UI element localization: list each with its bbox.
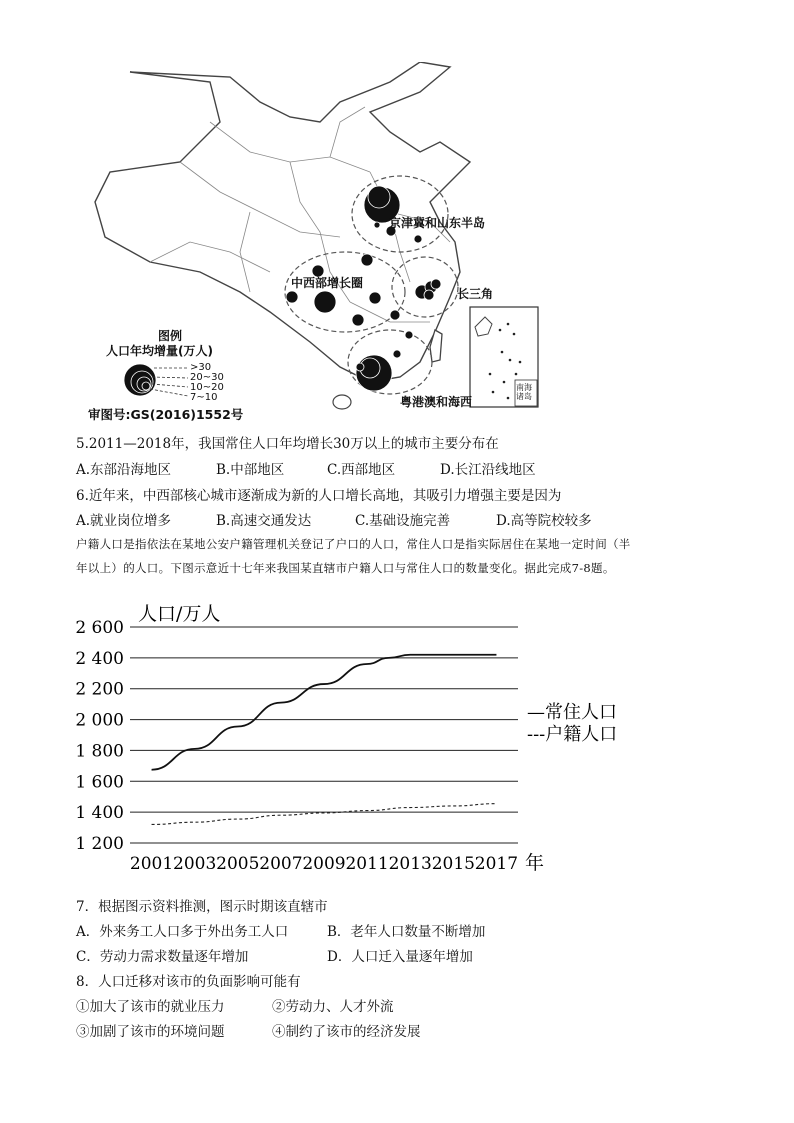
q6-option-a: A.就业岗位增多	[76, 513, 172, 529]
city-bubble	[356, 363, 364, 371]
q5-stem: 5.2011—2018年，我国常住人口年均增长30万以上的城市主要分布在	[76, 436, 499, 452]
x-tick-label: 2013	[388, 854, 432, 874]
city-bubble	[368, 186, 390, 208]
city-bubble	[374, 222, 380, 228]
q5-option-d: D.长江沿线地区	[440, 462, 536, 478]
y-tick-label: 2 000	[75, 710, 124, 731]
q8-stem: 8．人口迁移对该市的负面影响可能有	[76, 974, 301, 990]
review-number: 审图号:GS(2016)1552号	[88, 407, 244, 422]
city-bubble	[369, 292, 381, 304]
q7-option-c: C．劳动力需求数量逐年增加	[76, 949, 249, 965]
q6-stem: 6.近年来，中西部核心城市逐渐成为新的人口增长高地，其吸引力增强主要是因为	[76, 488, 562, 504]
y-tick-label: 1 400	[75, 803, 124, 824]
hainan-island	[333, 395, 351, 409]
chart-ylabel: 人口/万人	[138, 603, 221, 625]
inset-label: 南海诸岛	[516, 383, 532, 401]
legend-registered: ---户籍人口	[527, 724, 618, 745]
y-tick-label: 1 800	[75, 741, 124, 762]
x-tick-label: 2011	[345, 854, 389, 874]
city-bubble	[393, 350, 401, 358]
q6-option-b: B.高速交通发达	[216, 513, 312, 529]
label-central-west: 中西部增长圈	[291, 276, 364, 290]
q5-option-a: A.东部沿海地区	[76, 462, 172, 478]
intro-line-1: 户籍人口是指依法在某地公安户籍管理机关登记了户口的人口，常住人口是指实际居住在某地一定时间（半	[76, 537, 631, 551]
x-tick-label: 2003	[173, 854, 217, 874]
label-yangtze: 长三角	[457, 287, 494, 301]
legend-item: 20~30	[190, 372, 224, 383]
city-bubble	[352, 314, 364, 326]
series-line-resident	[152, 655, 497, 770]
x-tick-label: 2015	[431, 854, 475, 874]
city-bubble	[424, 290, 434, 300]
city-bubble	[361, 254, 373, 266]
y-tick-label: 2 400	[75, 648, 124, 669]
q6-option-d: D.高等院校较多	[496, 513, 592, 529]
q7-option-a: A．外来务工人口多于外出务工人口	[76, 924, 289, 940]
legend-item: 7~10	[190, 392, 218, 403]
population-line-chart	[70, 590, 650, 880]
legend-title: 图例	[158, 329, 183, 343]
q7-option-d: D．人口迁入量逐年增加	[327, 949, 473, 965]
x-tick-label: 2007	[259, 854, 303, 874]
label-gba: 粤港澳和海西	[400, 395, 473, 409]
y-tick-label: 2 600	[75, 618, 124, 638]
china-population-map	[90, 62, 550, 422]
x-tick-label: 2009	[302, 854, 346, 874]
x-tick-label: 2005	[216, 854, 260, 874]
legend-item: >30	[190, 362, 212, 373]
city-bubble	[414, 235, 422, 243]
q7-option-b: B．老年人口数量不断增加	[327, 924, 486, 940]
q7-stem: 7．根据图示资料推测，图示时期该直辖市	[76, 899, 328, 915]
y-tick-label: 1 200	[75, 834, 124, 854]
legend-item: 10~20	[190, 382, 224, 393]
city-bubble	[314, 291, 336, 313]
x-tick-label: 2017	[474, 854, 519, 874]
y-tick-label: 1 600	[75, 772, 124, 793]
q6-option-c: C.基础设施完善	[355, 513, 451, 529]
q8-item-4: ④制约了该市的经济发展	[272, 1024, 421, 1040]
legend-resident: —常住人口	[527, 702, 617, 723]
y-tick-label: 2 200	[75, 679, 124, 700]
city-bubble	[390, 310, 400, 320]
intro-line-2: 年以上）的人口。下图示意近十七年来我国某直辖市户籍人口与常住人口的数量变化。据此完成7-8题。	[76, 561, 615, 575]
chart-xlabel: 年	[525, 852, 545, 874]
label-jingjinji: 京津冀和山东半岛	[389, 216, 486, 230]
q5-option-c: C.西部地区	[327, 462, 396, 478]
legend-bubbles	[124, 364, 156, 396]
q5-option-b: B.中部地区	[216, 462, 285, 478]
legend-subtitle: 人口年均增量(万人)	[106, 344, 213, 358]
series-line-registered	[152, 804, 497, 825]
q8-item-2: ②劳动力、人才外流	[272, 999, 394, 1015]
x-tick-label: 2001	[129, 854, 174, 874]
city-bubble	[286, 291, 298, 303]
city-bubble	[405, 331, 413, 339]
q8-item-1: ①加大了该市的就业压力	[76, 999, 225, 1015]
q8-item-3: ③加剧了该市的环境问题	[76, 1024, 225, 1040]
city-bubble	[431, 279, 441, 289]
